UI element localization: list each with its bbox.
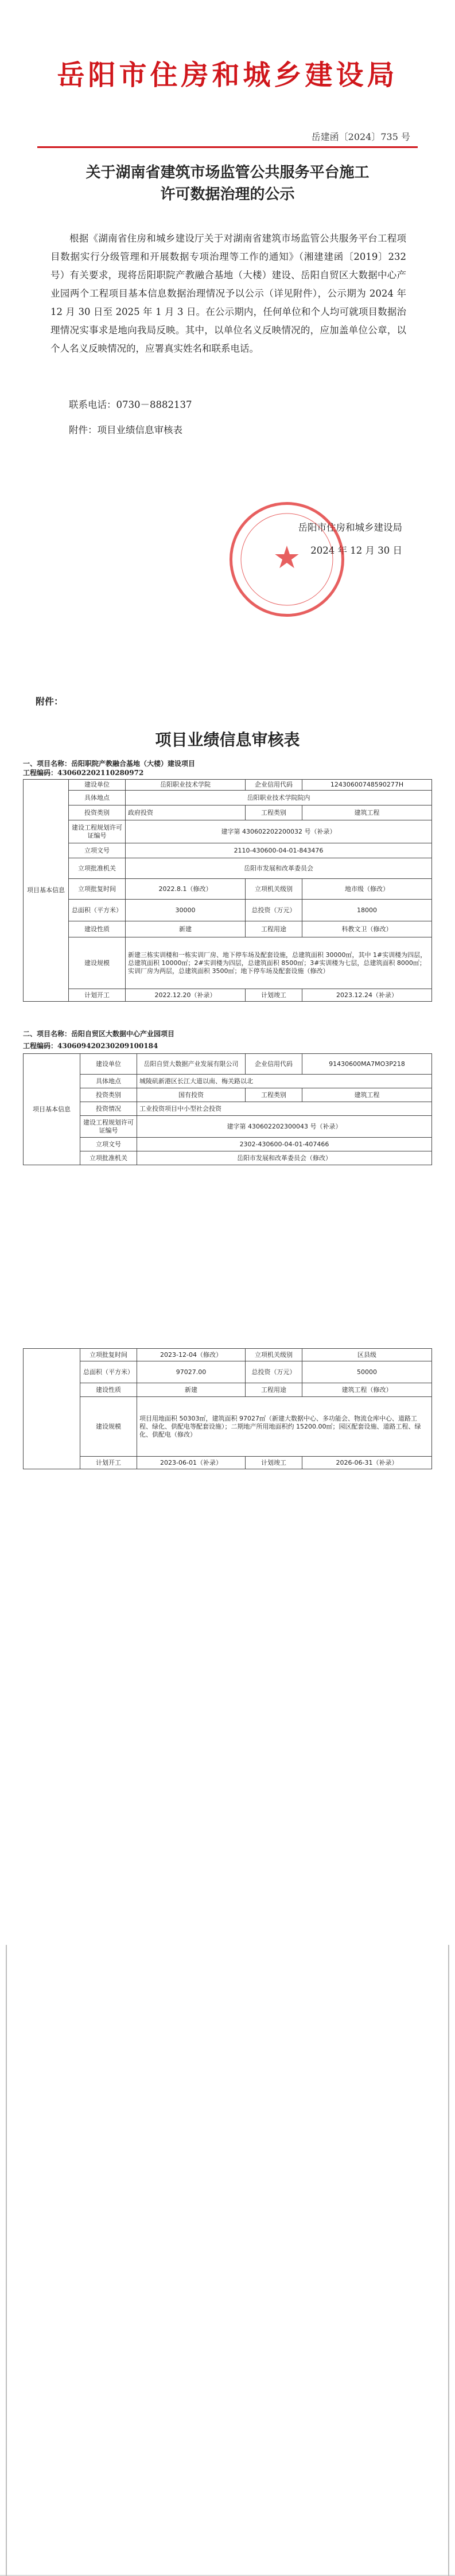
document-number: 岳建函〔2024〕735 号: [311, 131, 410, 142]
masthead: 岳阳市住房和城乡建设局: [57, 59, 398, 91]
table-row: 建设性质 新建 工程用途 建筑工程（修改）: [24, 1383, 432, 1397]
table-row: 计划开工 2022.12.20（补录） 计划竣工 2023.12.24（补录）: [24, 989, 432, 1002]
letter-body: 根据《湖南省住房和城乡建设厅关于对湖南省建筑市场监管公共服务平台工程项目数据实行分级管理和开展数据专项治理等工作的通知》（湘建建函〔2019〕232 号）有关要求，现将岳阳职院产教融合基地（大楼）建设、岳阳自贸区大数据中心产业园两个工程项目基本信息数据治理情况予以公示（详见附件），公示期为 2024 年 12 月 30 日至 2025 年 1 月 3 日。在公示期内，任何单位和个人均可就项目数据治理情况实事求是地向我局反映。其中，以单位名义反映情况的，应加盖单位公章，以个人名义反映情况的，应署真实姓名和联系电话。: [50, 233, 406, 354]
table-row: 具体地点 岳阳职业技术学院院内: [24, 791, 432, 806]
table-row: 立项批准机关 岳阳市发展和改革委员会: [24, 858, 432, 879]
table-row: 建设性质 新建 工程用途 科教文卫（修改）: [24, 921, 432, 937]
contact-phone: 联系电话：0730－8882137: [69, 399, 192, 410]
table-row: 项目基本信息 建设单位 岳阳自贸大数据产业发展有限公司 企业信用代码 91430600MA7MO3P218: [24, 1054, 432, 1075]
signature-org: 岳阳市住房和城乡建设局: [298, 522, 402, 533]
attachment-label: 附件：: [36, 696, 64, 707]
scan-edge-right: [448, 1945, 449, 2576]
table-row: 投资类别 国有投资 工程类别 建筑工程: [24, 1088, 432, 1102]
table-row: 建设工程规划许可证编号 建字第 430602202200032 号（补录）: [24, 820, 432, 843]
table-row: 立项文号 2110-430600-04-01-843476: [24, 843, 432, 858]
group-label-continued: [24, 1349, 80, 1469]
table-row: 立项批复时间 2022.8.1（修改） 立项机关级别 地市级（修改）: [24, 879, 432, 900]
table-row: 立项批复时间 2023-12-04（修改） 立项机关级别 区县级: [24, 1349, 432, 1361]
title-line-2: 许可数据治理的公示: [160, 186, 295, 203]
project-2-table-part-1: [23, 1053, 432, 1165]
title-line-1: 关于湖南省建筑市场监管公共服务平台施工: [85, 164, 370, 181]
table-row: 项目基本信息 建设单位 岳阳职业技术学院 企业信用代码 12430600748590277H: [24, 780, 432, 791]
group-label: 项目基本信息: [24, 780, 69, 1002]
table-row: 投资类别 政府投资 工程类别 建筑工程: [24, 806, 432, 820]
letter-title: [0, 162, 455, 205]
attachment-note: 附件：项目业绩信息审核表: [69, 425, 182, 435]
scan-edge-left: [6, 1945, 7, 2576]
seal-star-icon: ★: [273, 539, 301, 575]
project-1-table: [23, 779, 432, 1002]
blank-page: [0, 1945, 455, 2575]
table-row: 建设工程规划许可证编号 建字第 430602202300043 号（补录）: [24, 1116, 432, 1138]
red-divider: [37, 146, 418, 148]
table-row: 立项文号 2302-430600-04-01-407466: [24, 1138, 432, 1151]
letter-page: [0, 0, 455, 683]
official-seal: [230, 502, 344, 617]
signature-date: 2024 年 12 月 30 日: [310, 545, 402, 556]
table-row: 计划开工 2023-06-01（补录） 计划竣工 2026-06-31（补录）: [24, 1457, 432, 1469]
group-label: 项目基本信息: [24, 1054, 80, 1165]
table-row: 总面积（平方米） 30000 总投资（万元） 18000: [24, 900, 432, 921]
table-title: 项目业绩信息审核表: [155, 730, 300, 749]
table-row: 具体地点 城陵矶新港区长江大道以南、梅关路以北: [24, 1075, 432, 1088]
project-2-table-part-2: [23, 1348, 432, 1469]
attachment-page-2: [0, 1314, 455, 1945]
project-2-heading: 二、项目名称：岳阳自贸区大数据中心产业园项目: [23, 1030, 175, 1038]
table-row: 建设规模 项目用地面积 50303㎡，建筑面积 97027㎡（新建大数据中心、多功能会、物流仓库中心、道路工程、绿化、供配电等配套设施）；二期地产所用地面积约 15200.00㎡；园区配套设施、道路工程、绿化、供配电（修改）: [24, 1397, 432, 1457]
project-2-code: 工程编码：430609420230209100184: [23, 1042, 158, 1050]
table-row: 立项批准机关 岳阳市发展和改革委员会（修改）: [24, 1151, 432, 1165]
table-row: 总面积（平方米） 97027.00 总投资（万元） 50000: [24, 1361, 432, 1383]
project-1-code: 工程编码：430602202110280972: [23, 769, 144, 777]
table-row: 建设规模 新建三栋实训楼和一栋实训厂房、地下停车场及配套设施，总建筑面积 30000㎡，其中 1#实训楼为四层，总建筑面积 10000㎡；2#实训楼为四层，总建筑面积 8500㎡；3#实训楼为七层，总建筑面积 8000㎡；实训厂房为两层，总建筑面积 3500㎡；地下停车场及配套设施（修改）: [24, 937, 432, 989]
project-1-heading: 一、项目名称：岳阳职院产教融合基地（大楼）建设项目: [23, 760, 196, 768]
attachment-page-1: [0, 683, 455, 1314]
table-row: 投资情况 工业投资项目中小型社会投资: [24, 1102, 432, 1116]
